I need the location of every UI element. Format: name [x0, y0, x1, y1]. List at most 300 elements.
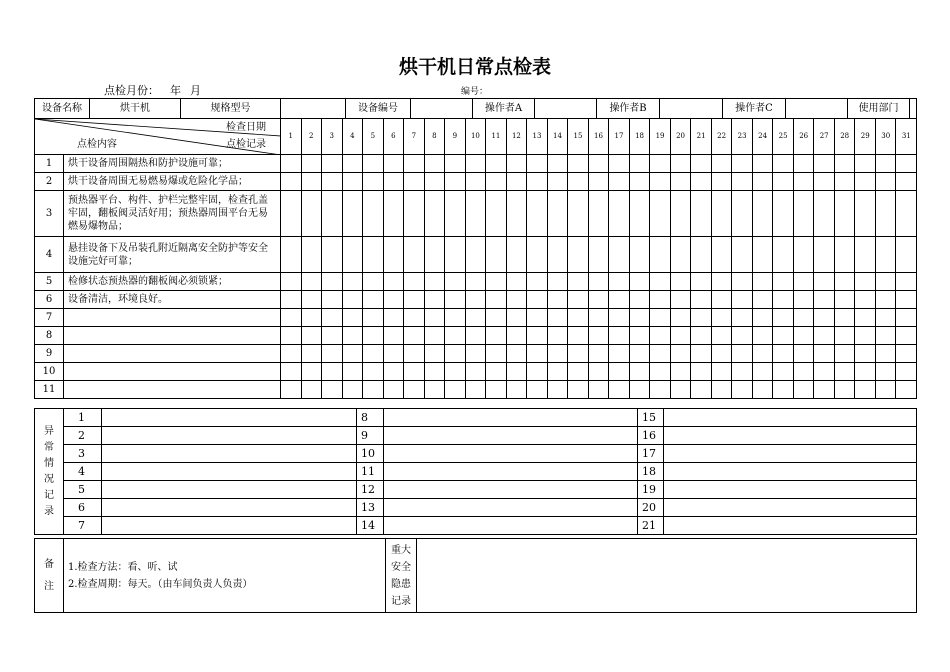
check-cell[interactable]: [547, 381, 568, 399]
check-cell[interactable]: [383, 345, 404, 363]
check-cell[interactable]: [629, 273, 650, 291]
check-cell[interactable]: [424, 191, 445, 237]
check-cell[interactable]: [609, 273, 630, 291]
check-cell[interactable]: [711, 327, 732, 345]
check-cell[interactable]: [363, 381, 384, 399]
check-cell[interactable]: [629, 309, 650, 327]
check-cell[interactable]: [465, 191, 486, 237]
check-cell[interactable]: [445, 363, 466, 381]
check-cell[interactable]: [301, 273, 322, 291]
check-cell[interactable]: [486, 327, 507, 345]
check-cell[interactable]: [281, 363, 302, 381]
equipment-name-value[interactable]: 烘干机: [90, 99, 181, 118]
check-cell[interactable]: [588, 237, 609, 273]
check-cell[interactable]: [322, 327, 343, 345]
check-cell[interactable]: [855, 273, 876, 291]
check-cell[interactable]: [711, 291, 732, 309]
check-cell[interactable]: [445, 327, 466, 345]
check-cell[interactable]: [281, 327, 302, 345]
check-cell[interactable]: [814, 155, 835, 173]
check-cell[interactable]: [547, 237, 568, 273]
check-cell[interactable]: [752, 309, 773, 327]
check-cell[interactable]: [568, 237, 589, 273]
check-cell[interactable]: [752, 345, 773, 363]
check-cell[interactable]: [506, 345, 527, 363]
check-cell[interactable]: [547, 273, 568, 291]
check-cell[interactable]: [506, 173, 527, 191]
spec-value-field[interactable]: [281, 99, 346, 118]
check-cell[interactable]: [404, 381, 425, 399]
check-cell[interactable]: [793, 309, 814, 327]
check-cell[interactable]: [793, 191, 814, 237]
check-cell[interactable]: [281, 273, 302, 291]
check-cell[interactable]: [486, 291, 507, 309]
check-cell[interactable]: [855, 345, 876, 363]
check-cell[interactable]: [875, 381, 896, 399]
check-cell[interactable]: [732, 327, 753, 345]
check-cell[interactable]: [506, 381, 527, 399]
operator-c-field[interactable]: [786, 99, 848, 118]
dept-field[interactable]: [910, 99, 916, 118]
check-cell[interactable]: [650, 291, 671, 309]
check-cell[interactable]: [855, 291, 876, 309]
check-cell[interactable]: [506, 327, 527, 345]
check-cell[interactable]: [547, 363, 568, 381]
check-cell[interactable]: [424, 345, 445, 363]
check-cell[interactable]: [465, 237, 486, 273]
check-cell[interactable]: [424, 309, 445, 327]
check-cell[interactable]: [342, 363, 363, 381]
check-cell[interactable]: [855, 363, 876, 381]
check-cell[interactable]: [424, 237, 445, 273]
check-cell[interactable]: [383, 173, 404, 191]
check-cell[interactable]: [773, 291, 794, 309]
check-cell[interactable]: [363, 291, 384, 309]
hazard-record-field[interactable]: [417, 539, 917, 613]
check-cell[interactable]: [342, 273, 363, 291]
check-cell[interactable]: [322, 291, 343, 309]
check-cell[interactable]: [732, 191, 753, 237]
check-cell[interactable]: [773, 155, 794, 173]
check-cell[interactable]: [691, 291, 712, 309]
check-cell[interactable]: [834, 273, 855, 291]
check-cell[interactable]: [301, 363, 322, 381]
check-cell[interactable]: [363, 237, 384, 273]
abnormal-entry-field[interactable]: [664, 427, 917, 445]
check-cell[interactable]: [465, 173, 486, 191]
check-cell[interactable]: [445, 273, 466, 291]
check-cell[interactable]: [691, 237, 712, 273]
check-cell[interactable]: [629, 381, 650, 399]
check-cell[interactable]: [445, 173, 466, 191]
check-cell[interactable]: [793, 381, 814, 399]
check-cell[interactable]: [732, 309, 753, 327]
check-cell[interactable]: [814, 309, 835, 327]
check-cell[interactable]: [691, 345, 712, 363]
check-cell[interactable]: [773, 345, 794, 363]
check-cell[interactable]: [814, 173, 835, 191]
check-cell[interactable]: [506, 273, 527, 291]
check-cell[interactable]: [609, 381, 630, 399]
check-cell[interactable]: [691, 155, 712, 173]
check-cell[interactable]: [691, 309, 712, 327]
check-cell[interactable]: [773, 381, 794, 399]
check-cell[interactable]: [609, 173, 630, 191]
abnormal-entry-field[interactable]: [102, 499, 357, 517]
check-cell[interactable]: [547, 327, 568, 345]
check-cell[interactable]: [875, 191, 896, 237]
check-cell[interactable]: [568, 291, 589, 309]
check-cell[interactable]: [629, 237, 650, 273]
check-cell[interactable]: [527, 191, 548, 237]
check-cell[interactable]: [486, 345, 507, 363]
check-cell[interactable]: [301, 191, 322, 237]
check-cell[interactable]: [301, 327, 322, 345]
check-cell[interactable]: [527, 327, 548, 345]
check-cell[interactable]: [568, 327, 589, 345]
check-cell[interactable]: [465, 345, 486, 363]
check-cell[interactable]: [486, 191, 507, 237]
check-cell[interactable]: [342, 173, 363, 191]
check-cell[interactable]: [711, 191, 732, 237]
check-cell[interactable]: [609, 237, 630, 273]
abnormal-entry-field[interactable]: [664, 409, 917, 427]
check-cell[interactable]: [650, 273, 671, 291]
check-cell[interactable]: [814, 291, 835, 309]
check-cell[interactable]: [404, 345, 425, 363]
check-cell[interactable]: [588, 173, 609, 191]
check-cell[interactable]: [793, 155, 814, 173]
check-cell[interactable]: [896, 309, 917, 327]
abnormal-entry-field[interactable]: [384, 481, 638, 499]
check-cell[interactable]: [773, 273, 794, 291]
check-cell[interactable]: [322, 309, 343, 327]
check-cell[interactable]: [527, 345, 548, 363]
check-cell[interactable]: [588, 273, 609, 291]
check-cell[interactable]: [650, 345, 671, 363]
check-cell[interactable]: [814, 363, 835, 381]
check-cell[interactable]: [896, 273, 917, 291]
check-cell[interactable]: [588, 291, 609, 309]
check-cell[interactable]: [363, 327, 384, 345]
check-cell[interactable]: [732, 273, 753, 291]
abnormal-entry-field[interactable]: [384, 499, 638, 517]
check-cell[interactable]: [445, 381, 466, 399]
check-cell[interactable]: [670, 237, 691, 273]
check-cell[interactable]: [814, 273, 835, 291]
check-cell[interactable]: [691, 363, 712, 381]
abnormal-entry-field[interactable]: [102, 409, 357, 427]
abnormal-entry-field[interactable]: [664, 445, 917, 463]
abnormal-entry-field[interactable]: [102, 445, 357, 463]
check-cell[interactable]: [465, 309, 486, 327]
check-cell[interactable]: [424, 327, 445, 345]
check-cell[interactable]: [670, 381, 691, 399]
check-cell[interactable]: [568, 363, 589, 381]
check-cell[interactable]: [527, 173, 548, 191]
check-cell[interactable]: [363, 345, 384, 363]
check-cell[interactable]: [383, 273, 404, 291]
check-cell[interactable]: [486, 173, 507, 191]
check-cell[interactable]: [855, 173, 876, 191]
check-cell[interactable]: [404, 291, 425, 309]
check-cell[interactable]: [383, 309, 404, 327]
check-cell[interactable]: [670, 273, 691, 291]
check-cell[interactable]: [281, 309, 302, 327]
check-cell[interactable]: [506, 155, 527, 173]
check-cell[interactable]: [363, 363, 384, 381]
check-cell[interactable]: [732, 173, 753, 191]
check-cell[interactable]: [424, 273, 445, 291]
check-cell[interactable]: [752, 381, 773, 399]
check-cell[interactable]: [773, 173, 794, 191]
check-cell[interactable]: [486, 155, 507, 173]
check-cell[interactable]: [322, 381, 343, 399]
check-cell[interactable]: [588, 191, 609, 237]
check-cell[interactable]: [752, 327, 773, 345]
check-cell[interactable]: [691, 327, 712, 345]
check-cell[interactable]: [834, 155, 855, 173]
check-cell[interactable]: [588, 345, 609, 363]
check-cell[interactable]: [547, 173, 568, 191]
abnormal-entry-field[interactable]: [664, 463, 917, 481]
check-cell[interactable]: [834, 327, 855, 345]
check-cell[interactable]: [896, 291, 917, 309]
check-cell[interactable]: [363, 155, 384, 173]
check-cell[interactable]: [650, 173, 671, 191]
check-cell[interactable]: [814, 345, 835, 363]
check-cell[interactable]: [609, 363, 630, 381]
check-cell[interactable]: [445, 191, 466, 237]
check-cell[interactable]: [363, 173, 384, 191]
check-cell[interactable]: [896, 191, 917, 237]
check-cell[interactable]: [896, 237, 917, 273]
check-cell[interactable]: [424, 173, 445, 191]
check-cell[interactable]: [281, 173, 302, 191]
check-cell[interactable]: [301, 155, 322, 173]
check-cell[interactable]: [855, 191, 876, 237]
check-cell[interactable]: [875, 291, 896, 309]
check-cell[interactable]: [752, 155, 773, 173]
check-cell[interactable]: [875, 273, 896, 291]
check-cell[interactable]: [609, 327, 630, 345]
check-cell[interactable]: [752, 237, 773, 273]
check-cell[interactable]: [793, 363, 814, 381]
check-cell[interactable]: [732, 381, 753, 399]
check-cell[interactable]: [875, 345, 896, 363]
check-cell[interactable]: [465, 155, 486, 173]
check-cell[interactable]: [342, 327, 363, 345]
check-cell[interactable]: [527, 363, 548, 381]
check-cell[interactable]: [568, 155, 589, 173]
check-cell[interactable]: [588, 363, 609, 381]
check-cell[interactable]: [445, 237, 466, 273]
check-cell[interactable]: [855, 155, 876, 173]
abnormal-entry-field[interactable]: [384, 409, 638, 427]
check-cell[interactable]: [322, 345, 343, 363]
operator-b-field[interactable]: [660, 99, 723, 118]
check-cell[interactable]: [670, 345, 691, 363]
check-cell[interactable]: [773, 237, 794, 273]
check-cell[interactable]: [424, 363, 445, 381]
check-cell[interactable]: [629, 363, 650, 381]
check-cell[interactable]: [424, 291, 445, 309]
check-cell[interactable]: [814, 327, 835, 345]
check-cell[interactable]: [875, 327, 896, 345]
check-cell[interactable]: [834, 237, 855, 273]
abnormal-entry-field[interactable]: [102, 517, 357, 535]
check-cell[interactable]: [404, 309, 425, 327]
check-cell[interactable]: [527, 237, 548, 273]
check-cell[interactable]: [383, 191, 404, 237]
check-cell[interactable]: [711, 273, 732, 291]
check-cell[interactable]: [322, 363, 343, 381]
check-cell[interactable]: [670, 363, 691, 381]
check-cell[interactable]: [301, 173, 322, 191]
check-cell[interactable]: [281, 381, 302, 399]
check-cell[interactable]: [322, 191, 343, 237]
check-cell[interactable]: [281, 345, 302, 363]
check-cell[interactable]: [650, 191, 671, 237]
check-cell[interactable]: [875, 309, 896, 327]
check-cell[interactable]: [650, 155, 671, 173]
check-cell[interactable]: [506, 363, 527, 381]
check-cell[interactable]: [773, 309, 794, 327]
check-cell[interactable]: [506, 237, 527, 273]
abnormal-entry-field[interactable]: [384, 445, 638, 463]
check-cell[interactable]: [424, 155, 445, 173]
check-cell[interactable]: [752, 191, 773, 237]
check-cell[interactable]: [363, 273, 384, 291]
check-cell[interactable]: [486, 237, 507, 273]
check-cell[interactable]: [855, 381, 876, 399]
check-cell[interactable]: [527, 309, 548, 327]
check-cell[interactable]: [404, 237, 425, 273]
check-cell[interactable]: [506, 309, 527, 327]
check-cell[interactable]: [383, 237, 404, 273]
check-cell[interactable]: [711, 309, 732, 327]
check-cell[interactable]: [547, 155, 568, 173]
check-cell[interactable]: [875, 155, 896, 173]
check-cell[interactable]: [834, 291, 855, 309]
check-cell[interactable]: [342, 191, 363, 237]
check-cell[interactable]: [383, 363, 404, 381]
check-cell[interactable]: [752, 291, 773, 309]
check-cell[interactable]: [342, 381, 363, 399]
check-cell[interactable]: [670, 327, 691, 345]
check-cell[interactable]: [896, 327, 917, 345]
check-cell[interactable]: [301, 237, 322, 273]
check-cell[interactable]: [793, 345, 814, 363]
check-cell[interactable]: [834, 345, 855, 363]
abnormal-entry-field[interactable]: [664, 481, 917, 499]
check-cell[interactable]: [711, 363, 732, 381]
check-cell[interactable]: [486, 363, 507, 381]
check-cell[interactable]: [527, 291, 548, 309]
check-cell[interactable]: [588, 309, 609, 327]
check-cell[interactable]: [875, 173, 896, 191]
check-cell[interactable]: [609, 155, 630, 173]
check-cell[interactable]: [506, 191, 527, 237]
check-cell[interactable]: [301, 345, 322, 363]
check-cell[interactable]: [650, 237, 671, 273]
check-cell[interactable]: [445, 309, 466, 327]
check-cell[interactable]: [342, 237, 363, 273]
abnormal-entry-field[interactable]: [384, 517, 638, 535]
check-cell[interactable]: [711, 345, 732, 363]
check-cell[interactable]: [342, 155, 363, 173]
check-cell[interactable]: [527, 381, 548, 399]
check-cell[interactable]: [732, 363, 753, 381]
check-cell[interactable]: [486, 273, 507, 291]
check-cell[interactable]: [609, 345, 630, 363]
check-cell[interactable]: [404, 155, 425, 173]
check-cell[interactable]: [383, 155, 404, 173]
check-cell[interactable]: [793, 237, 814, 273]
check-cell[interactable]: [322, 155, 343, 173]
check-cell[interactable]: [588, 155, 609, 173]
check-cell[interactable]: [383, 291, 404, 309]
abnormal-entry-field[interactable]: [102, 463, 357, 481]
check-cell[interactable]: [711, 173, 732, 191]
check-cell[interactable]: [814, 191, 835, 237]
check-cell[interactable]: [445, 291, 466, 309]
abnormal-entry-field[interactable]: [384, 463, 638, 481]
check-cell[interactable]: [629, 191, 650, 237]
check-cell[interactable]: [301, 309, 322, 327]
check-cell[interactable]: [691, 273, 712, 291]
check-cell[interactable]: [691, 173, 712, 191]
check-cell[interactable]: [793, 291, 814, 309]
check-cell[interactable]: [732, 291, 753, 309]
check-cell[interactable]: [281, 155, 302, 173]
check-cell[interactable]: [281, 237, 302, 273]
abnormal-entry-field[interactable]: [384, 427, 638, 445]
check-cell[interactable]: [670, 291, 691, 309]
check-cell[interactable]: [342, 309, 363, 327]
check-cell[interactable]: [445, 345, 466, 363]
check-cell[interactable]: [322, 273, 343, 291]
check-cell[interactable]: [588, 381, 609, 399]
check-cell[interactable]: [752, 363, 773, 381]
check-cell[interactable]: [465, 291, 486, 309]
check-cell[interactable]: [629, 291, 650, 309]
check-cell[interactable]: [670, 309, 691, 327]
check-cell[interactable]: [568, 173, 589, 191]
check-cell[interactable]: [445, 155, 466, 173]
check-cell[interactable]: [650, 327, 671, 345]
check-cell[interactable]: [834, 191, 855, 237]
check-cell[interactable]: [834, 173, 855, 191]
check-cell[interactable]: [711, 381, 732, 399]
check-cell[interactable]: [711, 237, 732, 273]
check-cell[interactable]: [793, 173, 814, 191]
check-cell[interactable]: [896, 363, 917, 381]
check-cell[interactable]: [588, 327, 609, 345]
check-cell[interactable]: [855, 237, 876, 273]
check-cell[interactable]: [568, 345, 589, 363]
abnormal-entry-field[interactable]: [664, 499, 917, 517]
check-cell[interactable]: [568, 381, 589, 399]
check-cell[interactable]: [363, 309, 384, 327]
check-cell[interactable]: [342, 291, 363, 309]
check-cell[interactable]: [486, 309, 507, 327]
check-cell[interactable]: [670, 173, 691, 191]
check-cell[interactable]: [383, 381, 404, 399]
check-cell[interactable]: [486, 381, 507, 399]
check-cell[interactable]: [547, 291, 568, 309]
check-cell[interactable]: [465, 327, 486, 345]
